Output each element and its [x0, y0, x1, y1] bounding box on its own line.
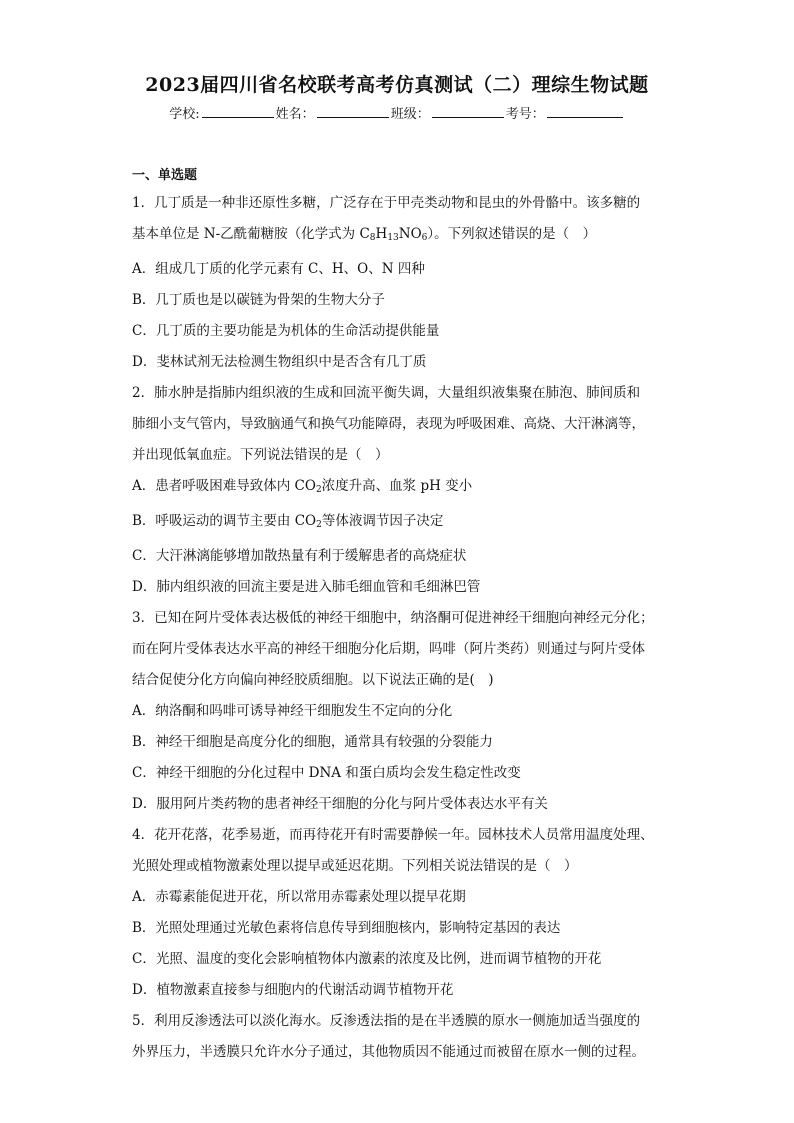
q2-stem-line-2: 肺细小支气管内，导致脑通气和换气功能障碍，表现为呼吸困难、高烧、大汗淋漓等，: [132, 416, 645, 432]
q1-stem-text-a: 基本单位是 N-乙酰葡糖胺（化学式为 C: [132, 226, 370, 242]
q3-option-d: D．服用阿片类药物的患者神经干细胞的分化与阿片受体表达水平有关: [132, 796, 548, 812]
q1-option-c: C．几丁质的主要功能是为机体的生命活动提供能量: [132, 323, 440, 339]
q2-option-a: [132, 471, 672, 506]
q2-option-a-text: A．患者呼吸困难导致体内 CO: [132, 478, 316, 494]
q1-option-a: A．组成几丁质的化学元素有 C、H、O、N 四种: [132, 261, 425, 277]
formula-sub: 13: [387, 233, 399, 243]
class-label: 班级：: [390, 107, 430, 122]
q1-stem-text-b: ）。下列叙述错误的是（ ）: [427, 226, 597, 242]
q1-option-d: D．斐林试剂无法检测生物组织中是否含有几丁质: [132, 354, 427, 370]
formula-text: NO: [398, 226, 422, 242]
name-blank: [317, 105, 389, 118]
formula-sub: 8: [369, 233, 376, 243]
q3-stem-line-2: 而在阿片受体表达水平高的神经干细胞分化后期，吗啡（阿片类药）则通过与阿片受体: [132, 641, 645, 657]
q2-option-c: C．大汗淋漓能够增加散热量有利于缓解患者的高烧症状: [132, 548, 467, 564]
formula-text: H: [375, 226, 388, 242]
question-list: [132, 188, 672, 1068]
class-blank: [432, 105, 504, 118]
q4-option-b: B．光照处理通过光敏色素将信息传导到细胞核内，影响特定基因的表达: [132, 920, 561, 936]
q2-option-b: [132, 506, 672, 541]
formula-sub: 2: [316, 520, 322, 530]
school-label: 学校:: [169, 107, 200, 122]
q3-stem-line-1: 3．已知在阿片受体表达极低的神经干细胞中，纳洛酮可促进神经干细胞向神经元分化；: [132, 610, 654, 626]
q1-stem-line-2: [132, 219, 672, 254]
page-title: 2023届四川省名校联考高考仿真测试（二）理综生物试题: [145, 74, 649, 96]
q2-stem-line-1: 2．肺水肿是指肺内组织液的生成和回流平衡失调，大量组织液集聚在肺泡、肺间质和: [132, 385, 641, 401]
q2-option-b-text: B．呼吸运动的调节主要由 CO: [132, 513, 317, 529]
student-info-row: [0, 103, 794, 122]
q4-stem-line-2: 光照处理或植物激素处理以提早或延迟花期。下列相关说法错误的是（ ）: [132, 858, 578, 874]
formula-sub: 6: [421, 233, 428, 243]
exam-number-blank: [547, 105, 623, 118]
school-blank: [202, 105, 274, 118]
exam-number-label: 考号：: [505, 107, 545, 122]
q3-option-b: B．神经干细胞是高度分化的细胞，通常具有较强的分裂能力: [132, 734, 493, 750]
q5-stem-line-2: 外界压力，半透膜只允许水分子通过，其他物质因不能通过而被留在原水一侧的过程。: [132, 1044, 645, 1060]
q4-option-c: C．光照、温度的变化会影响植物体内激素的浓度及比例，进而调节植物的开花: [132, 951, 602, 967]
q4-option-a: A．赤霉素能促进开花，所以常用赤霉素处理以提早花期: [132, 889, 466, 905]
q1-stem-line-1: 1．几丁质是一种非还原性多糖，广泛存在于甲壳类动物和昆虫的外骨骼中。该多糖的: [132, 195, 641, 211]
q2-option-a-text-2: 浓度升高、血浆 pH 变小: [321, 478, 473, 494]
q1-option-b: B．几丁质也是以碳链为骨架的生物大分子: [132, 292, 385, 308]
q2-stem-line-3: 并出现低氧血症。下列说法错误的是（ ）: [132, 447, 389, 463]
section-heading: 一、单选题: [132, 168, 198, 183]
q2-option-d: D．肺内组织液的回流主要是进入肺毛细血管和毛细淋巴管: [132, 579, 481, 595]
formula-sub: 2: [315, 485, 322, 495]
q3-stem-line-3: 结合促使分化方向偏向神经胶质细胞。以下说法正确的是( ): [132, 672, 494, 688]
q4-stem-line-1: 4．花开花落，花季易逝，而再待花开有时需要静候一年。园林技术人员常用温度处理、: [132, 827, 654, 843]
q2-option-b-text-2: 等体液调节因子决定: [321, 513, 444, 529]
q4-option-d: D．植物激素直接参与细胞内的代谢活动调节植物开花: [132, 982, 454, 998]
name-label: 姓名：: [275, 107, 315, 122]
q5-stem-line-1: 5．利用反渗透法可以淡化海水。反渗透法指的是在半透膜的原水一侧施加适当强度的: [132, 1013, 641, 1029]
q3-option-a: A．纳洛酮和吗啡可诱导神经干细胞发生不定向的分化: [132, 703, 453, 719]
q3-option-c: C．神经干细胞的分化过程中 DNA 和蛋白质均会发生稳定性改变: [132, 765, 521, 781]
